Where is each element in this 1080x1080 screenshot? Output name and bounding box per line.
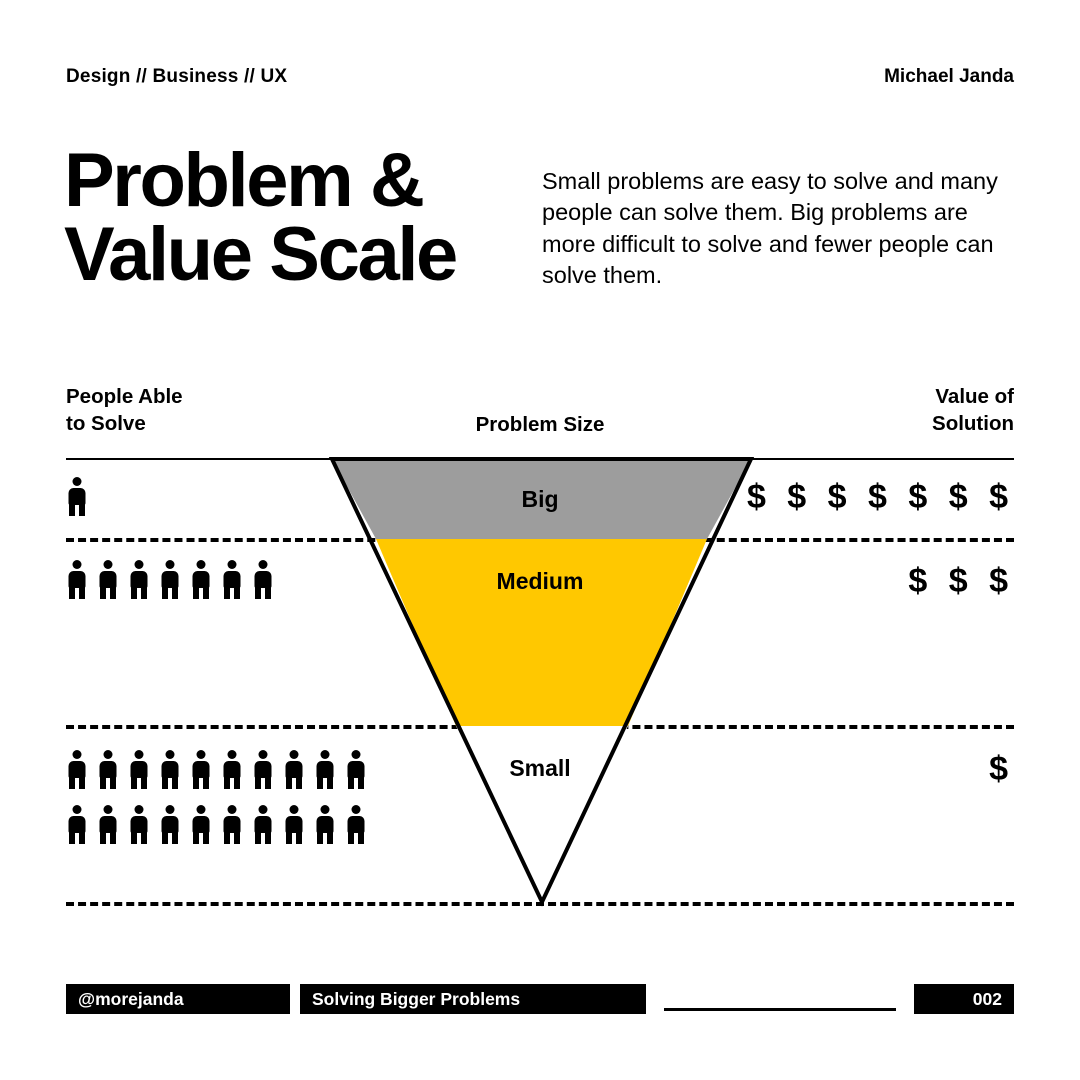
footer-rule: [656, 984, 904, 1014]
page-title-line-2: Value Scale: [64, 212, 456, 298]
value-medium: $ $ $: [908, 562, 1014, 600]
column-header-value-line-1: Value of: [935, 385, 1014, 408]
person-icon: [159, 560, 181, 600]
person-icon: [66, 805, 88, 845]
person-icon: [252, 560, 274, 600]
value-small: $: [989, 750, 1014, 788]
person-icon: [221, 750, 243, 790]
column-header-problem-size: Problem Size: [475, 413, 605, 436]
footer-topic: Solving Bigger Problems: [300, 984, 646, 1014]
column-header-people-line-1: People Able: [66, 385, 183, 408]
person-icon: [190, 750, 212, 790]
person-icon: [221, 805, 243, 845]
band-label-small: Small: [509, 755, 571, 781]
person-icon: [283, 805, 305, 845]
intro-paragraph: Small problems are easy to solve and many people can solve them. Big problems are more difficult to solve and fewer people can solve them.: [542, 168, 998, 288]
person-icon: [159, 750, 181, 790]
person-icon: [128, 805, 150, 845]
person-icon: [190, 560, 212, 600]
person-icon: [221, 560, 243, 600]
page-title-line-1: Problem &: [64, 138, 423, 223]
person-icon: [314, 805, 336, 845]
people-row-big: [66, 477, 88, 517]
person-icon: [252, 750, 274, 790]
column-header-people-line-2: to Solve: [66, 411, 146, 435]
column-header-value-line-2: Solution: [932, 411, 1014, 435]
band-label-medium: Medium: [496, 568, 584, 594]
person-icon: [314, 750, 336, 790]
value-big: $ $ $ $ $ $ $: [746, 478, 1014, 516]
person-icon: [283, 750, 305, 790]
footer-bar: [66, 984, 1014, 1014]
header-byline: Michael Janda: [884, 66, 1014, 87]
person-icon: [345, 750, 367, 790]
person-icon: [97, 805, 119, 845]
person-icon: [66, 477, 88, 517]
person-icon: [97, 560, 119, 600]
band-label-big: Big: [521, 486, 559, 512]
footer-handle: @morejanda: [66, 984, 290, 1014]
person-icon: [128, 750, 150, 790]
person-icon: [159, 805, 181, 845]
people-row-small-2: [66, 805, 367, 845]
header-kicker: Design // Business // UX: [66, 66, 288, 87]
footer-number: 002: [914, 984, 1014, 1014]
person-icon: [252, 805, 274, 845]
person-icon: [128, 560, 150, 600]
people-row-medium: [66, 560, 274, 600]
person-icon: [97, 750, 119, 790]
person-icon: [345, 805, 367, 845]
person-icon: [190, 805, 212, 845]
people-row-small-1: [66, 750, 367, 790]
person-icon: [66, 560, 88, 600]
person-icon: [66, 750, 88, 790]
